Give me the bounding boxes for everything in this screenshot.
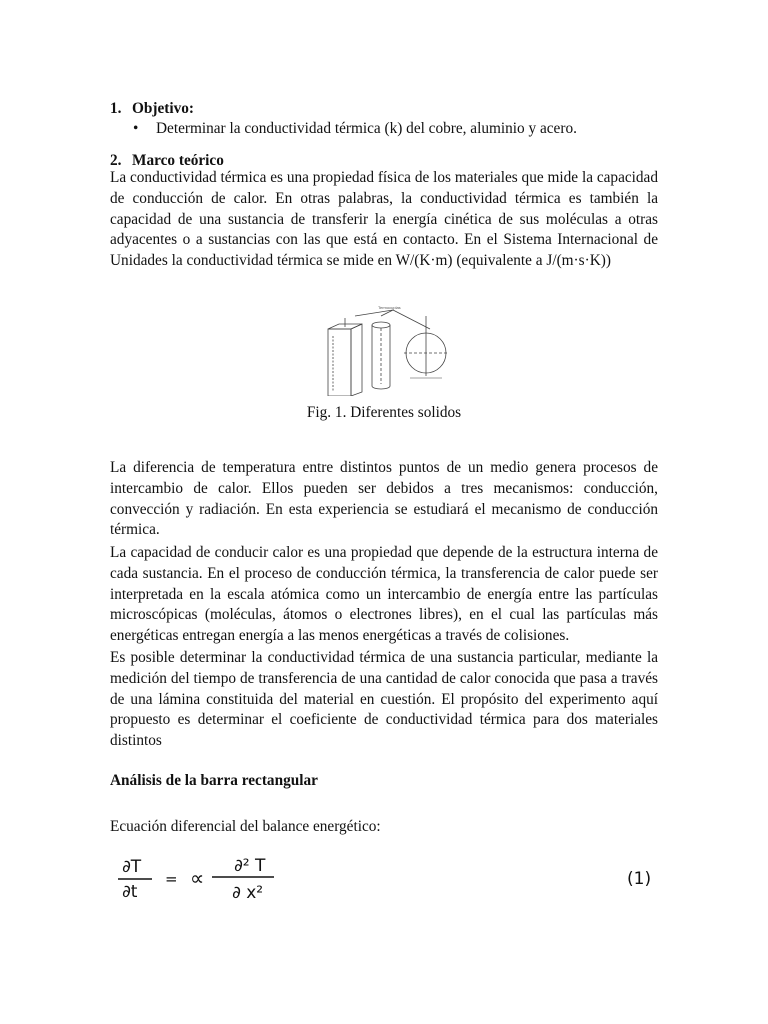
eq-alpha: ∝: [190, 866, 205, 890]
solids-illustration: [318, 296, 458, 396]
paragraph-2: La diferencia de temperatura entre distintos puntos de un medio genera procesos de intercambio de calor. Ellos pueden ser debidos a tres mecanismos: conducción, convección y radiación. En esta experiencia se estudiará el mecanismo de conducción térmica.: [110, 459, 658, 539]
paragraph-4: Es posible determinar la conductividad térmica de una sustancia particular, mediante la medición del tiempo de transferencia de una cantidad de calor conocida que pasa a través de una lámina constituida del material en cuestión. El propósito del experimento aquí propuesto es determinar el coeficiente de conductividad térmica para dos materiales distintos: [110, 649, 658, 750]
paragraph-3: La capacidad de conducir calor es una propiedad que depende de la estructura interna de cada sustancia. En el proceso de conducción térmica, la transferencia de calor puede ser interpretada en la escala atómica como un intercambio de energía entre las partículas microscópicas (moléculas, átomos o electrones libres), en el cual las partículas más energéticas entregan energía a las menos energéticas a través de colisiones.: [110, 544, 658, 645]
eq-lhs-numerator: ∂T: [122, 857, 142, 877]
bullet-icon: •: [133, 120, 139, 137]
figure-solids: [318, 296, 458, 396]
section-title: Marco teórico: [132, 152, 224, 169]
eq-equals: =: [165, 870, 178, 888]
section-title: Objetivo:: [132, 100, 195, 117]
bullet-text: Determinar la conductividad térmica (k) del cobre, aluminio y acero.: [156, 120, 577, 137]
section-heading-objective: [110, 100, 194, 118]
eq-rhs-numerator: ∂² T: [234, 856, 266, 876]
eq-lhs-denominator: ∂t: [122, 882, 138, 902]
analysis-title: Análisis de la barra rectangular: [110, 772, 318, 789]
eq-rhs-denominator: ∂ x²: [232, 883, 264, 902]
eq-number: (1): [627, 869, 652, 889]
equation-intro: Ecuación diferencial del balance energético:: [110, 818, 381, 835]
figure-caption: Fig. 1. Diferentes solidos: [306, 404, 462, 421]
equation-svg: [112, 852, 672, 902]
equation-1: [112, 852, 672, 902]
paragraph-1: La conductividad térmica es una propiedad física de los materiales que mide la capacidad de conducción de calor. En otras palabras, la conductividad térmica es también la capacidad de una sustancia de transferir la energía cinética de sus moléculas a otras adyacentes o a sustancias con las que está en contacto. En el Sistema Internacional de Unidades la conductividad térmica se mide en W/(K·m) (equivalente a J/(m·s·K)): [110, 169, 658, 270]
section-number: 1.: [110, 100, 122, 117]
section-number: 2.: [110, 152, 122, 169]
figure-label: Termocuplas: [378, 305, 401, 310]
